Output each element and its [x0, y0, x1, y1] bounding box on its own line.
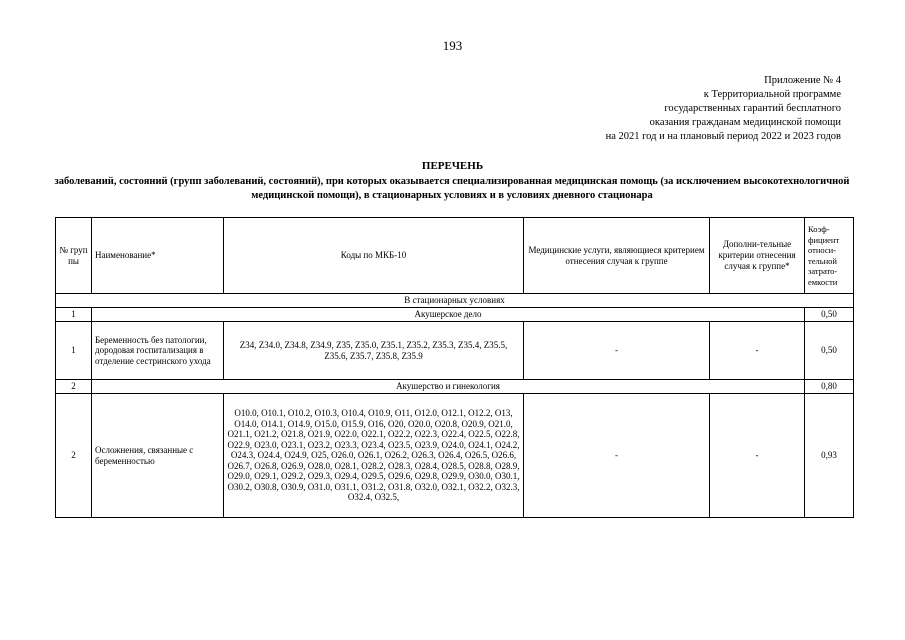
page-number: 193: [442, 38, 463, 53]
appendix-line: оказания гражданам медицинской помощи: [649, 117, 841, 128]
row-number: 1: [56, 322, 92, 380]
group-coefficient: 0,50: [805, 308, 854, 322]
header-icd-codes: Коды по МКБ-10: [224, 218, 524, 294]
row-services: -: [524, 322, 710, 380]
row-icd-codes: O10.0, O10.1, O10.2, O10.3, O10.4, O10.9, O11, O12.0, O12.1, O12.2, O13, O14.0, O14.1, O14.9, O15.0, O15.9, O16, O20, O20.0, O20.8, O20.9, O21.0, O21.1, O21.2, O21.8, O21.9, O22.0, O22.1, O22.2, O22.3, O22.4, O22.5, O22.8, O22.9, O23.0, O23.1, O23.2, O23.3, O23.4, O23.5, O23.9, O24.0, O24.1, O24.2, O24.3, O24.4, O24.9, O25, O26.0, O26.1, O26.2, O26.3, O26.4, O26.5, O26.6, O26.7, O26.8, O26.9, O28.0, O28.1, O28.2, O28.3, O28.4, O28.5, O28.8, O28.9, O29.0, O29.1, O29.2, O29.3, O29.4, O29.5, O29.6, O29.8, O29.9, O30.0, O30.1, O30.2, O30.8, O30.9, O31.0, O31.1, O31.2, O31.8, O32.0, O32.1, O32.2, O32.3, O32.4, O32.5,: [224, 394, 524, 518]
row-icd-codes: Z34, Z34.0, Z34.8, Z34.9, Z35, Z35.0, Z35.1, Z35.2, Z35.3, Z35.4, Z35.5, Z35.6, Z35.7, Z35.8, Z35.9: [224, 322, 524, 380]
document-title: ПЕРЕЧЕНЬ: [421, 160, 484, 172]
group-number: 1: [56, 308, 92, 322]
group-number: 2: [56, 380, 92, 394]
group-header-row: [56, 308, 854, 322]
group-title: Акушерство и гинекология: [92, 380, 805, 394]
appendix-line: на 2021 год и на плановый период 2022 и 2023 годов: [605, 131, 841, 142]
section-row: [56, 294, 854, 308]
row-name: Беременность без патологии, дородовая госпитализация в отделение сестринского ухода: [92, 322, 224, 380]
group-header-row: [56, 380, 854, 394]
appendix-line: государственных гарантий бесплатного: [664, 103, 841, 114]
table-header-row: [56, 218, 854, 294]
appendix-header: [441, 74, 841, 144]
section-title: В стационарных условиях: [56, 294, 854, 308]
group-coefficient: 0,80: [805, 380, 854, 394]
row-services: -: [524, 394, 710, 518]
header-additional-criteria: Дополни-тельные критерии отнесения случая к группе*: [710, 218, 805, 294]
row-name: Осложнения, связанные с беременностью: [92, 394, 224, 518]
appendix-line: Приложение № 4: [764, 75, 841, 86]
group-title: Акушерское дело: [92, 308, 805, 322]
appendix-line: к Территориальной программе: [703, 89, 841, 100]
table-row: [56, 322, 854, 380]
row-coefficient: 0,93: [805, 394, 854, 518]
row-criteria: -: [710, 322, 805, 380]
disease-groups-table: [55, 217, 854, 518]
header-medical-services: Медицинские услуги, являющиеся критерием отнесения случая к группе: [524, 218, 710, 294]
document-subtitle: заболеваний, состояний (групп заболеваний, состояний), при которых оказывается специализированная медицинская помощь (за исключением высокотехнологичной медицинской помощи), в стационарных условиях и в условиях дневного стационара: [54, 176, 850, 201]
header-name: Наименование*: [92, 218, 224, 294]
header-coefficient: Коэф-фициент относи-тельной затрато-емкости: [805, 218, 854, 294]
row-criteria: -: [710, 394, 805, 518]
header-group-number: № груп пы: [56, 218, 92, 294]
row-number: 2: [56, 394, 92, 518]
table-row: [56, 394, 854, 518]
row-coefficient: 0,50: [805, 322, 854, 380]
